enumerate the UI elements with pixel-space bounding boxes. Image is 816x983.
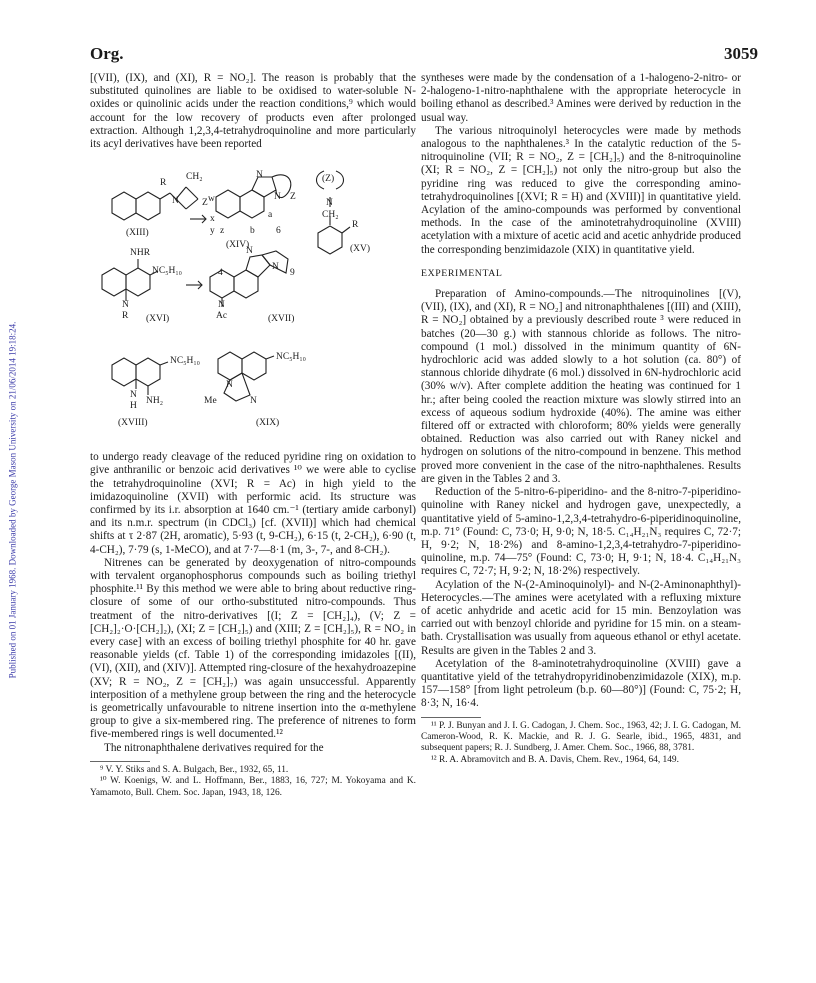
paragraph: Acetylation of the 8-aminotetrahydroquinoline (XVIII) gave a quantitative yield of the tetrahydropyridinobenzimidazole (XIX), m.p. 157—158° [from light petroleum (b.p. 60—80°)] (Found: C, 75·2; H, 8·3; N, 16·4. [421, 657, 741, 710]
atom-label-n: N [256, 170, 263, 181]
position-label-z: z [220, 226, 225, 237]
structure-xiii [112, 187, 198, 220]
publication-side-note [0, 230, 24, 770]
reaction-arrow [190, 215, 206, 223]
structure-label-xix: (XIX) [256, 418, 280, 429]
atom-label-n: N [272, 262, 279, 273]
group-label-me: Me [204, 396, 217, 407]
structure-xviii [112, 358, 168, 395]
atom-label-n: N [218, 300, 225, 311]
position-label-w: w [208, 194, 215, 205]
atom-label-h: H [130, 401, 137, 412]
group-label-nh2: NH₂ [146, 396, 164, 407]
right-column [421, 72, 741, 766]
structure-xvi [102, 259, 158, 301]
paragraph: The various nitroquinolyl heterocycles were made by methods analogous to the naphthalenes.³ In the catalytic reduction of the 5-nitroquinoline (VII; R = NO₂, Z = [CH₂]₅) and the 8-nitroquinoline (XI; R = NO₂, Z = [CH₂]₅) not only the nitro-group but also the pyridine ring was reduced to give the corresponding amino-tetrahydroquinolines [(XVI; R = H) and (XVIII)] in quantitative yield. Acylation of the amino-compounds was performed by conventional methods. In the case of the aminotetrahydroquinoline (XVIII) acetylation with a mixture of acetic acid and acetic anhydride produced the corresponding benzimidazole (XIX) in quantitative yield. [421, 124, 741, 256]
paragraph: Reduction of the 5-nitro-6-piperidino- and the 8-nitro-7-piperidino-quinoline with Raney nickel and hydrogen gave, unexpectedly, a quantitative yield of 5-amino-1,2,3,4-tetrahydro-6-piperidinoquinoline, m.p. 71° (Found: C, 73·0; H, 9·0; N, 18·5. C₁₄H₂₁N₃ requires C, 72·7; H, 9·2; N, 18·2%) and 8-amino-1,2,3,4-tetrahydro-7-piperidino-quinoline, m.p. 74—75° (Found: C, 73·0; H, 9·1; N, 18·4. C₁₄H₂₁N₃ requires C, 72·7; H, 9·2; N, 18·2%) respectively. [421, 486, 741, 578]
structure-label-xvi: (XVI) [146, 314, 170, 325]
structure-label-xiii: (XIII) [126, 228, 149, 239]
paragraph: to undergo ready cleavage of the reduced pyridine ring on oxidation to give anthranilic or benzoic acid derivatives ¹⁰ we were able to cyclise the tetrahydroquinoline (XVI; R = Ac) in high yield to the imidazoquinoline (XVII) with performic acid. Its structure was confirmed by its i.r. absorption at 1640 cm.⁻¹ (tertiary amide carbonyl) and its n.m.r. spectrum (in CDCl₃) [cf. (XVII)] which had chemical shifts at τ 2·87 (2H, aromatic), 5·93 (t, 9-CH₂), 6·15 (t, 2-CH₂), 6·90 (t, 4-CH₂), 7·79 (s, 1-MeCO), and at 7·7—8·1 (m, 3-, 7-, and 8-CH₂). [90, 451, 416, 556]
atom-label-n: N [246, 246, 253, 257]
atom-label-n: N [226, 380, 233, 391]
atom-label-ch2: CH₂ [322, 210, 339, 221]
group-label-nhr: NHR [130, 248, 151, 259]
atom-label-n: N [274, 192, 281, 203]
atom-label-n: N [122, 300, 129, 311]
atom-label-r: R [122, 311, 129, 322]
atom-label-r: R [352, 220, 359, 231]
position-label-b: b [250, 226, 255, 237]
paragraph: Nitrenes can be generated by deoxygenation of nitro-compounds with tervalent organophosphorus compounds such as boiling triethyl phosphite.¹¹ By this method we were able to bring about reductive ring-closure of some of our ortho-substituted nitro-compounds. Thus treatment of the nitro-derivatives [(I; Z = [CH₂]₄), (V; Z = [CH₂]₂·O·[CH₂]₂), (XI; Z = [CH₂]₅) and (XIII; Z = [CH₂]₅), R = NO₂ in every case] with an excess of boiling triethyl phosphite for 40 hr. gave reasonable yields (cf. Table 1) of the corresponding imidazoles [(II), (VI), (XII), and (XIV)]. Attempted ring-closure of the hexahydroazepine (XV; R = NO₂, Z = [CH₂]₇) was again unsuccessful. Apparently interposition of a methylene group between the ring and the heterocycle is geometrically unfavourable to nitrene insertion into the α-methylene group to give a six-membered ring. The preference of nitrenes to form five-membered rings is well documented.¹² [90, 556, 416, 741]
paragraph: [(VII), (IX), and (XI), R = NO₂]. The reason is probably that the substituted quinolines are liable to be oxidised to water-soluble N-oxides or quinolinic acids under the reaction conditions,⁹ which would account for the low recovery of products even after prolonged extraction. Although 1,2,3,4-tetrahydroquinoline and more particularly its acyl derivatives have been reported [90, 72, 416, 151]
atom-label-n: N [172, 196, 179, 207]
group-label-ac: Ac [216, 311, 228, 322]
section-heading: EXPERIMENTAL [421, 267, 503, 279]
footnote: ⁹ V. Y. Stiks and S. A. Bulgach, Ber., 1932, 65, 11. [100, 764, 289, 775]
group-label-nc5h10: NC₅H₁₀ [170, 356, 200, 367]
atom-label-ch2: CH₂ [186, 172, 203, 183]
group-label-nc5h10: NC₅H₁₀ [276, 352, 306, 363]
position-label-y: y [210, 226, 215, 237]
atom-label-r: R [160, 178, 167, 189]
footnote: ¹¹ P. J. Bunyan and J. I. G. Cadogan, J. Chem. Soc., 1963, 42; J. I. G. Cadogan, M. Cameron-Wood, R. K. Mackie, and R. J. G. Searle, ibid., 1965, 4831, and subsequent papers; R. J. Sundberg, J. Amer. Chem. Soc., 1966, 88, 3781. [421, 720, 741, 754]
footnote-rule [421, 717, 481, 718]
reaction-arrow [186, 281, 202, 289]
atom-label-n: N [130, 390, 137, 401]
atom-label-z: Z [290, 192, 296, 203]
chemical-structures-figure [90, 155, 416, 445]
structure-label-xv: (XV) [350, 244, 371, 255]
atom-label-z: Z [202, 198, 208, 209]
left-column [90, 72, 416, 799]
position-label-x: x [210, 214, 215, 225]
structure-label-xiv: (XIV) [226, 240, 250, 251]
running-head-journal: Org. [90, 44, 124, 63]
structure-label-xvii: (XVII) [268, 314, 295, 325]
footnote: ¹⁰ W. Koenigs, W. and L. Hoffmann, Ber., 1883, 16, 727; M. Yokoyama and K. Yamamoto, Bull. Chem. Soc. Japan, 1943, 18, 126. [90, 776, 416, 798]
side-note-text: Published on 01 January 1968. Downloaded by George Mason University on 21/06/2014 19:18:24. [7, 321, 17, 679]
paragraph: Acylation of the N-(2-Aminoquinolyl)- and N-(2-Aminonaphthyl)-Heterocycles.—The amines were acetylated with a refluxing mixture of acetic anhydride and acetic acid for 15 min. Benzoylation was carried out with benzoyl chloride and pyridine for 15 min. on a steam-bath. Crystallisation was usually from aqueous ethanol or ethyl acetate. Results are given in the Tables 2 and 3. [421, 578, 741, 657]
footnote-rule [90, 761, 150, 762]
position-label-6: 6 [276, 226, 281, 237]
position-label-9: 9 [290, 268, 295, 279]
page-number: 3059 [724, 44, 758, 63]
footnote: ¹² R. A. Abramovitch and B. A. Davis, Chem. Rev., 1964, 64, 149. [431, 754, 679, 765]
paragraph: syntheses were made by the condensation of a 1-halogeno-2-nitro- or 2-halogeno-1-nitro-naphthalene with the appropriate heterocycle in boiling ethanol as described.³ Amines were derived by reduction in the usual way. [421, 72, 741, 124]
atom-label-n: N [250, 396, 257, 407]
position-label-a: a [268, 210, 273, 221]
atom-label-n: N [326, 198, 333, 209]
structure-label-xviii: (XVIII) [118, 418, 148, 429]
paragraph: The nitronaphthalene derivatives required for the [104, 741, 324, 754]
group-label-nc5h10: NC₅H₁₀ [152, 266, 182, 277]
structure-xix [218, 352, 274, 401]
atom-label-z-paren: (Z) [322, 174, 335, 185]
position-label-4: 4 [218, 268, 223, 279]
paragraph: Preparation of Amino-compounds.—The nitroquinolines [(V), (VII), (IX), and (XI), R = NO₂] and nitronaphthalenes [(III) and (XIII), R = NO₂] obtained by a previously described route ³ were reduced in batches (20—30 g.) with stannous chloride as follows. The nitro-compound (1 mol.) dissolved in the minimum quantity of 6N-hydrochloric acid was added slowly to a hot solution (ca. 80°) of stannous chloride dihydrate (6 mol.) dissolved in 6N-hydrochloric acid (30% w/v). After complete addition the heating was continued for 1 hr.; after being cooled the reaction mixture was slowly stirred into an excess of aqueous sodium hydroxide (40%). The amine was either filtered off or extracted with chloroform; 80% yields were generally obtained. Reduction was also carried out with Raney nickel and hydrogen on solutions of the nitro-compound in benzene. This method proved more convenient in the case of the nitro-naphthalenes. Results are given in the Tables 2 and 3. [421, 288, 741, 485]
